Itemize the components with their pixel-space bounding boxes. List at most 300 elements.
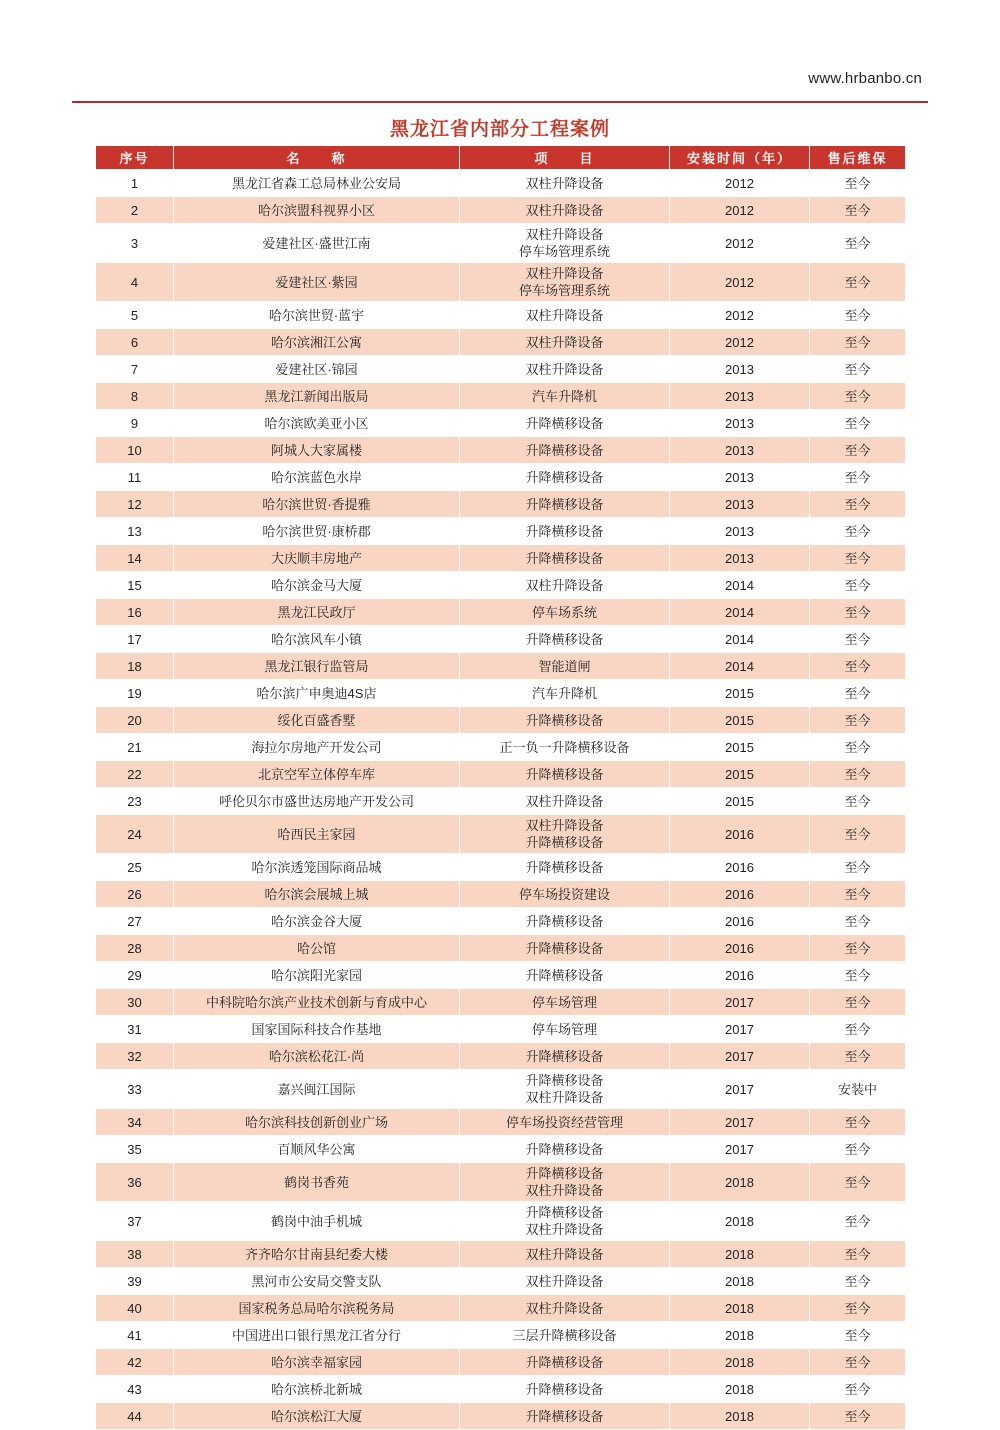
cell-year: 2017 — [670, 1136, 810, 1163]
cell-service: 至今 — [810, 224, 906, 263]
cell-name: 哈尔滨欧美亚小区 — [174, 410, 460, 437]
cell-service: 至今 — [810, 1403, 906, 1430]
column-header-service: 售后维保 — [810, 146, 906, 170]
cell-project — [460, 1070, 670, 1109]
project-line: 三层升降横移设备 — [512, 1327, 617, 1343]
cell-name: 鹤岗书香苑 — [174, 1163, 460, 1202]
cell-year: 2015 — [670, 707, 810, 734]
cell-service: 至今 — [810, 1109, 906, 1136]
cell-no: 13 — [96, 518, 174, 545]
column-header-year: 安装时间（年） — [670, 146, 810, 170]
cell-year: 2018 — [670, 1349, 810, 1376]
project-line: 双柱升降设备 — [525, 577, 604, 593]
project-line: 双柱升降设备 — [525, 1183, 604, 1198]
cell-name: 黑龙江新闻出版局 — [174, 383, 460, 410]
cell-year: 2014 — [670, 653, 810, 680]
project-line: 双柱升降设备 — [525, 361, 604, 377]
cell-no: 24 — [96, 815, 174, 854]
cell-project — [460, 1043, 670, 1070]
table-row — [96, 1322, 906, 1349]
table-row — [96, 1163, 906, 1202]
table-body — [96, 170, 906, 1430]
cell-name: 爱建社区·锦园 — [174, 356, 460, 383]
cell-project — [460, 1295, 670, 1322]
cell-no: 7 — [96, 356, 174, 383]
cell-name: 哈尔滨盟科视界小区 — [174, 197, 460, 224]
cell-no: 9 — [96, 410, 174, 437]
cell-service: 至今 — [810, 1268, 906, 1295]
cell-year: 2012 — [670, 329, 810, 356]
cell-no: 1 — [96, 170, 174, 197]
cell-year: 2016 — [670, 935, 810, 962]
cell-service: 至今 — [810, 572, 906, 599]
project-line: 双柱升降设备 — [525, 818, 604, 833]
table-row — [96, 410, 906, 437]
cell-name: 哈尔滨透笼国际商品城 — [174, 854, 460, 881]
cell-service: 至今 — [810, 1376, 906, 1403]
cell-project — [460, 599, 670, 626]
project-line: 升降横移设备 — [525, 1354, 604, 1370]
cell-year: 2013 — [670, 545, 810, 572]
cell-name: 哈西民主家园 — [174, 815, 460, 854]
project-line: 升降横移设备 — [525, 469, 604, 485]
cell-year: 2013 — [670, 410, 810, 437]
cell-project — [460, 491, 670, 518]
cell-project — [460, 572, 670, 599]
cell-year: 2016 — [670, 854, 810, 881]
cell-name: 黑龙江银行监管局 — [174, 653, 460, 680]
table-row — [96, 653, 906, 680]
cell-project — [460, 908, 670, 935]
cell-project — [460, 626, 670, 653]
cell-project — [460, 302, 670, 329]
table-row — [96, 329, 906, 356]
cell-no: 34 — [96, 1109, 174, 1136]
cell-service: 至今 — [810, 197, 906, 224]
table-row — [96, 224, 906, 263]
cell-name: 爱建社区·紫园 — [174, 263, 460, 302]
table-row — [96, 1016, 906, 1043]
cell-service: 至今 — [810, 989, 906, 1016]
cell-no: 21 — [96, 734, 174, 761]
project-line: 双柱升降设备 — [525, 1273, 604, 1289]
table-row — [96, 545, 906, 572]
cell-no: 15 — [96, 572, 174, 599]
project-line: 停车场投资经营管理 — [505, 1114, 623, 1130]
cell-project — [460, 1136, 670, 1163]
cell-project — [460, 1349, 670, 1376]
project-line: 汽车升降机 — [531, 388, 597, 404]
cell-service: 至今 — [810, 881, 906, 908]
project-line: 升降横移设备 — [525, 835, 604, 850]
cell-service: 至今 — [810, 1295, 906, 1322]
cell-year: 2013 — [670, 437, 810, 464]
project-line: 双柱升降设备 — [525, 1300, 604, 1316]
cell-service: 至今 — [810, 518, 906, 545]
project-line: 升降横移设备 — [525, 415, 604, 431]
cell-name: 哈尔滨世贸·康桥郡 — [174, 518, 460, 545]
column-header-name: 名 称 — [174, 146, 460, 170]
cases-table — [95, 145, 906, 1430]
site-url: www.hrbanbo.cn — [808, 70, 922, 87]
cell-no: 33 — [96, 1070, 174, 1109]
table-row — [96, 962, 906, 989]
cell-year: 2014 — [670, 572, 810, 599]
project-line: 汽车升降机 — [531, 685, 597, 701]
cell-service: 至今 — [810, 788, 906, 815]
cell-project — [460, 1163, 670, 1202]
cell-year: 2016 — [670, 908, 810, 935]
cell-name: 哈尔滨广申奥迪4S店 — [174, 680, 460, 707]
cell-service: 至今 — [810, 599, 906, 626]
table-row — [96, 1202, 906, 1241]
project-line: 升降横移设备 — [525, 550, 604, 566]
table-row — [96, 815, 906, 854]
cell-project — [460, 464, 670, 491]
cell-no: 3 — [96, 224, 174, 263]
cell-year: 2012 — [670, 197, 810, 224]
cell-year: 2013 — [670, 383, 810, 410]
cell-name: 黑龙江省森工总局林业公安局 — [174, 170, 460, 197]
table-row — [96, 1376, 906, 1403]
cell-name: 哈尔滨松江大厦 — [174, 1403, 460, 1430]
cell-name: 黑河市公安局交警支队 — [174, 1268, 460, 1295]
cell-year: 2013 — [670, 491, 810, 518]
cell-service: 至今 — [810, 1043, 906, 1070]
cell-service: 至今 — [810, 1241, 906, 1268]
cell-no: 40 — [96, 1295, 174, 1322]
project-line: 升降横移设备 — [525, 766, 604, 782]
project-line: 升降横移设备 — [525, 1205, 604, 1220]
cell-service: 至今 — [810, 329, 906, 356]
cell-project — [460, 734, 670, 761]
cell-project — [460, 1376, 670, 1403]
cell-service: 至今 — [810, 1202, 906, 1241]
table-row — [96, 1403, 906, 1430]
cell-service: 至今 — [810, 1349, 906, 1376]
project-line: 停车场管理 — [531, 1021, 597, 1037]
cell-service: 安装中 — [810, 1070, 906, 1109]
cell-service: 至今 — [810, 263, 906, 302]
cell-project — [460, 1268, 670, 1295]
cell-name: 中国进出口银行黑龙江省分行 — [174, 1322, 460, 1349]
cell-service: 至今 — [810, 1136, 906, 1163]
cell-service: 至今 — [810, 383, 906, 410]
cell-name: 呼伦贝尔市盛世达房地产开发公司 — [174, 788, 460, 815]
project-line: 升降横移设备 — [525, 967, 604, 983]
cell-name: 齐齐哈尔甘南县纪委大楼 — [174, 1241, 460, 1268]
cell-name: 哈尔滨湘江公寓 — [174, 329, 460, 356]
cell-no: 37 — [96, 1202, 174, 1241]
cell-name: 哈尔滨金谷大厦 — [174, 908, 460, 935]
cell-no: 4 — [96, 263, 174, 302]
project-line: 双柱升降设备 — [525, 1222, 604, 1237]
project-line: 升降横移设备 — [525, 1166, 604, 1181]
cell-name: 大庆顺丰房地产 — [174, 545, 460, 572]
table-row — [96, 383, 906, 410]
project-line: 双柱升降设备 — [525, 1246, 604, 1262]
cell-no: 19 — [96, 680, 174, 707]
cell-year: 2012 — [670, 302, 810, 329]
cell-year: 2012 — [670, 263, 810, 302]
table-row — [96, 356, 906, 383]
table-header-row — [96, 146, 906, 170]
cell-year: 2016 — [670, 881, 810, 908]
table-row — [96, 518, 906, 545]
cell-year: 2018 — [670, 1295, 810, 1322]
project-line: 双柱升降设备 — [525, 266, 604, 281]
cell-no: 38 — [96, 1241, 174, 1268]
cell-no: 17 — [96, 626, 174, 653]
cell-year: 2018 — [670, 1202, 810, 1241]
cell-name: 百顺风华公寓 — [174, 1136, 460, 1163]
cell-project — [460, 680, 670, 707]
cell-year: 2018 — [670, 1241, 810, 1268]
table-row — [96, 1295, 906, 1322]
table-row — [96, 989, 906, 1016]
cell-name: 哈尔滨松花江·尚 — [174, 1043, 460, 1070]
cell-service: 至今 — [810, 410, 906, 437]
cell-project — [460, 1322, 670, 1349]
cell-year: 2014 — [670, 626, 810, 653]
cell-year: 2016 — [670, 962, 810, 989]
cell-no: 10 — [96, 437, 174, 464]
cell-project — [460, 854, 670, 881]
project-line: 升降横移设备 — [525, 859, 604, 875]
table-row — [96, 1070, 906, 1109]
cell-project — [460, 1403, 670, 1430]
cell-service: 至今 — [810, 170, 906, 197]
table-row — [96, 734, 906, 761]
cell-year: 2018 — [670, 1376, 810, 1403]
cell-name: 哈尔滨蓝色水岸 — [174, 464, 460, 491]
cell-project — [460, 197, 670, 224]
cell-no: 43 — [96, 1376, 174, 1403]
cell-name: 阿城人大家属楼 — [174, 437, 460, 464]
cell-project — [460, 518, 670, 545]
table-row — [96, 302, 906, 329]
cell-year: 2015 — [670, 788, 810, 815]
project-line: 停车场管理系统 — [518, 283, 610, 298]
cell-name: 哈尔滨科技创新创业广场 — [174, 1109, 460, 1136]
cell-no: 14 — [96, 545, 174, 572]
cell-service: 至今 — [810, 491, 906, 518]
cell-project — [460, 761, 670, 788]
table-row — [96, 1043, 906, 1070]
cell-project — [460, 545, 670, 572]
project-line: 升降横移设备 — [525, 712, 604, 728]
cell-no: 28 — [96, 935, 174, 962]
cell-name: 哈尔滨会展城上城 — [174, 881, 460, 908]
table-row — [96, 572, 906, 599]
cell-service: 至今 — [810, 653, 906, 680]
cell-name: 绥化百盛香墅 — [174, 707, 460, 734]
cell-no: 30 — [96, 989, 174, 1016]
cell-project — [460, 962, 670, 989]
cell-year: 2017 — [670, 1070, 810, 1109]
table-row — [96, 170, 906, 197]
project-line: 双柱升降设备 — [525, 307, 604, 323]
cell-name: 黑龙江民政厅 — [174, 599, 460, 626]
table-row — [96, 464, 906, 491]
cell-project — [460, 224, 670, 263]
cell-service: 至今 — [810, 707, 906, 734]
table-row — [96, 197, 906, 224]
table-row — [96, 1136, 906, 1163]
table-row — [96, 1241, 906, 1268]
cell-project — [460, 1241, 670, 1268]
cell-name: 哈尔滨阳光家园 — [174, 962, 460, 989]
table-row — [96, 263, 906, 302]
page-title: 黑龙江省内部分工程案例 — [389, 119, 610, 140]
cell-year: 2017 — [670, 989, 810, 1016]
cell-year: 2018 — [670, 1403, 810, 1430]
cell-project — [460, 170, 670, 197]
cell-year: 2015 — [670, 761, 810, 788]
column-header-project: 项 目 — [460, 146, 670, 170]
project-line: 停车场投资建设 — [518, 886, 610, 902]
cell-service: 至今 — [810, 302, 906, 329]
cell-no: 11 — [96, 464, 174, 491]
project-line: 双柱升降设备 — [525, 202, 604, 218]
project-line: 正一负一升降横移设备 — [499, 739, 630, 755]
cell-no: 42 — [96, 1349, 174, 1376]
cell-no: 26 — [96, 881, 174, 908]
project-line: 双柱升降设备 — [525, 175, 604, 191]
cell-project — [460, 356, 670, 383]
cell-no: 27 — [96, 908, 174, 935]
cell-service: 至今 — [810, 626, 906, 653]
cell-name: 哈尔滨世贸·蓝宇 — [174, 302, 460, 329]
cell-no: 44 — [96, 1403, 174, 1430]
cell-no: 31 — [96, 1016, 174, 1043]
project-line: 停车场管理系统 — [518, 244, 610, 259]
cell-year: 2018 — [670, 1322, 810, 1349]
cell-project — [460, 410, 670, 437]
project-line: 双柱升降设备 — [525, 793, 604, 809]
cell-project — [460, 653, 670, 680]
cell-name: 国家税务总局哈尔滨税务局 — [174, 1295, 460, 1322]
cell-no: 41 — [96, 1322, 174, 1349]
cell-name: 哈尔滨金马大厦 — [174, 572, 460, 599]
cell-no: 6 — [96, 329, 174, 356]
cell-service: 至今 — [810, 356, 906, 383]
table-row — [96, 437, 906, 464]
cell-service: 至今 — [810, 1163, 906, 1202]
cell-name: 中科院哈尔滨产业技术创新与育成中心 — [174, 989, 460, 1016]
cell-year: 2013 — [670, 356, 810, 383]
cell-service: 至今 — [810, 1322, 906, 1349]
table-row — [96, 1349, 906, 1376]
header-divider — [72, 101, 928, 103]
table-row — [96, 788, 906, 815]
cell-no: 12 — [96, 491, 174, 518]
cell-project — [460, 788, 670, 815]
cell-name: 哈公馆 — [174, 935, 460, 962]
cell-project — [460, 1202, 670, 1241]
cell-no: 23 — [96, 788, 174, 815]
column-header-no: 序号 — [96, 146, 174, 170]
project-line: 升降横移设备 — [525, 496, 604, 512]
cell-service: 至今 — [810, 545, 906, 572]
cell-service: 至今 — [810, 935, 906, 962]
cell-service: 至今 — [810, 464, 906, 491]
project-line: 智能道闸 — [538, 658, 591, 674]
cell-project — [460, 1016, 670, 1043]
cell-service: 至今 — [810, 908, 906, 935]
table-row — [96, 881, 906, 908]
cell-name: 北京空军立体停车库 — [174, 761, 460, 788]
table-row — [96, 680, 906, 707]
cell-year: 2018 — [670, 1268, 810, 1295]
cell-project — [460, 989, 670, 1016]
cell-project — [460, 935, 670, 962]
cell-project — [460, 815, 670, 854]
cell-service: 至今 — [810, 734, 906, 761]
cell-year: 2018 — [670, 1163, 810, 1202]
project-line: 双柱升降设备 — [525, 334, 604, 350]
cell-project — [460, 263, 670, 302]
cell-service: 至今 — [810, 854, 906, 881]
cases-table-wrapper — [95, 145, 905, 1430]
cell-project — [460, 881, 670, 908]
cell-service: 至今 — [810, 1016, 906, 1043]
table-row — [96, 707, 906, 734]
cell-year: 2017 — [670, 1109, 810, 1136]
project-line: 升降横移设备 — [525, 1048, 604, 1064]
cell-year: 2012 — [670, 224, 810, 263]
cell-year: 2017 — [670, 1043, 810, 1070]
cell-no: 35 — [96, 1136, 174, 1163]
table-row — [96, 761, 906, 788]
cell-no: 20 — [96, 707, 174, 734]
cell-service: 至今 — [810, 761, 906, 788]
cell-year: 2013 — [670, 518, 810, 545]
cell-name: 哈尔滨风车小镇 — [174, 626, 460, 653]
project-line: 升降横移设备 — [525, 631, 604, 647]
cell-year: 2014 — [670, 599, 810, 626]
project-line: 升降横移设备 — [525, 1408, 604, 1424]
table-row — [96, 1268, 906, 1295]
cell-service: 至今 — [810, 962, 906, 989]
cell-no: 29 — [96, 962, 174, 989]
project-line: 升降横移设备 — [525, 523, 604, 539]
cell-year: 2015 — [670, 734, 810, 761]
cell-year: 2017 — [670, 1016, 810, 1043]
cell-project — [460, 437, 670, 464]
cell-service: 至今 — [810, 815, 906, 854]
project-line: 升降横移设备 — [525, 940, 604, 956]
cell-no: 16 — [96, 599, 174, 626]
cell-project — [460, 707, 670, 734]
cell-no: 36 — [96, 1163, 174, 1202]
cell-no: 2 — [96, 197, 174, 224]
cell-year: 2012 — [670, 170, 810, 197]
project-line: 停车场系统 — [531, 604, 597, 620]
cell-name: 鹤岗中油手机城 — [174, 1202, 460, 1241]
cell-name: 国家国际科技合作基地 — [174, 1016, 460, 1043]
project-line: 升降横移设备 — [525, 442, 604, 458]
project-line: 双柱升降设备 — [525, 1090, 604, 1105]
cell-project — [460, 329, 670, 356]
cell-no: 25 — [96, 854, 174, 881]
cell-year: 2013 — [670, 464, 810, 491]
cell-project — [460, 1109, 670, 1136]
project-line: 升降横移设备 — [525, 1381, 604, 1397]
cell-no: 22 — [96, 761, 174, 788]
cell-no: 5 — [96, 302, 174, 329]
project-line: 升降横移设备 — [525, 913, 604, 929]
